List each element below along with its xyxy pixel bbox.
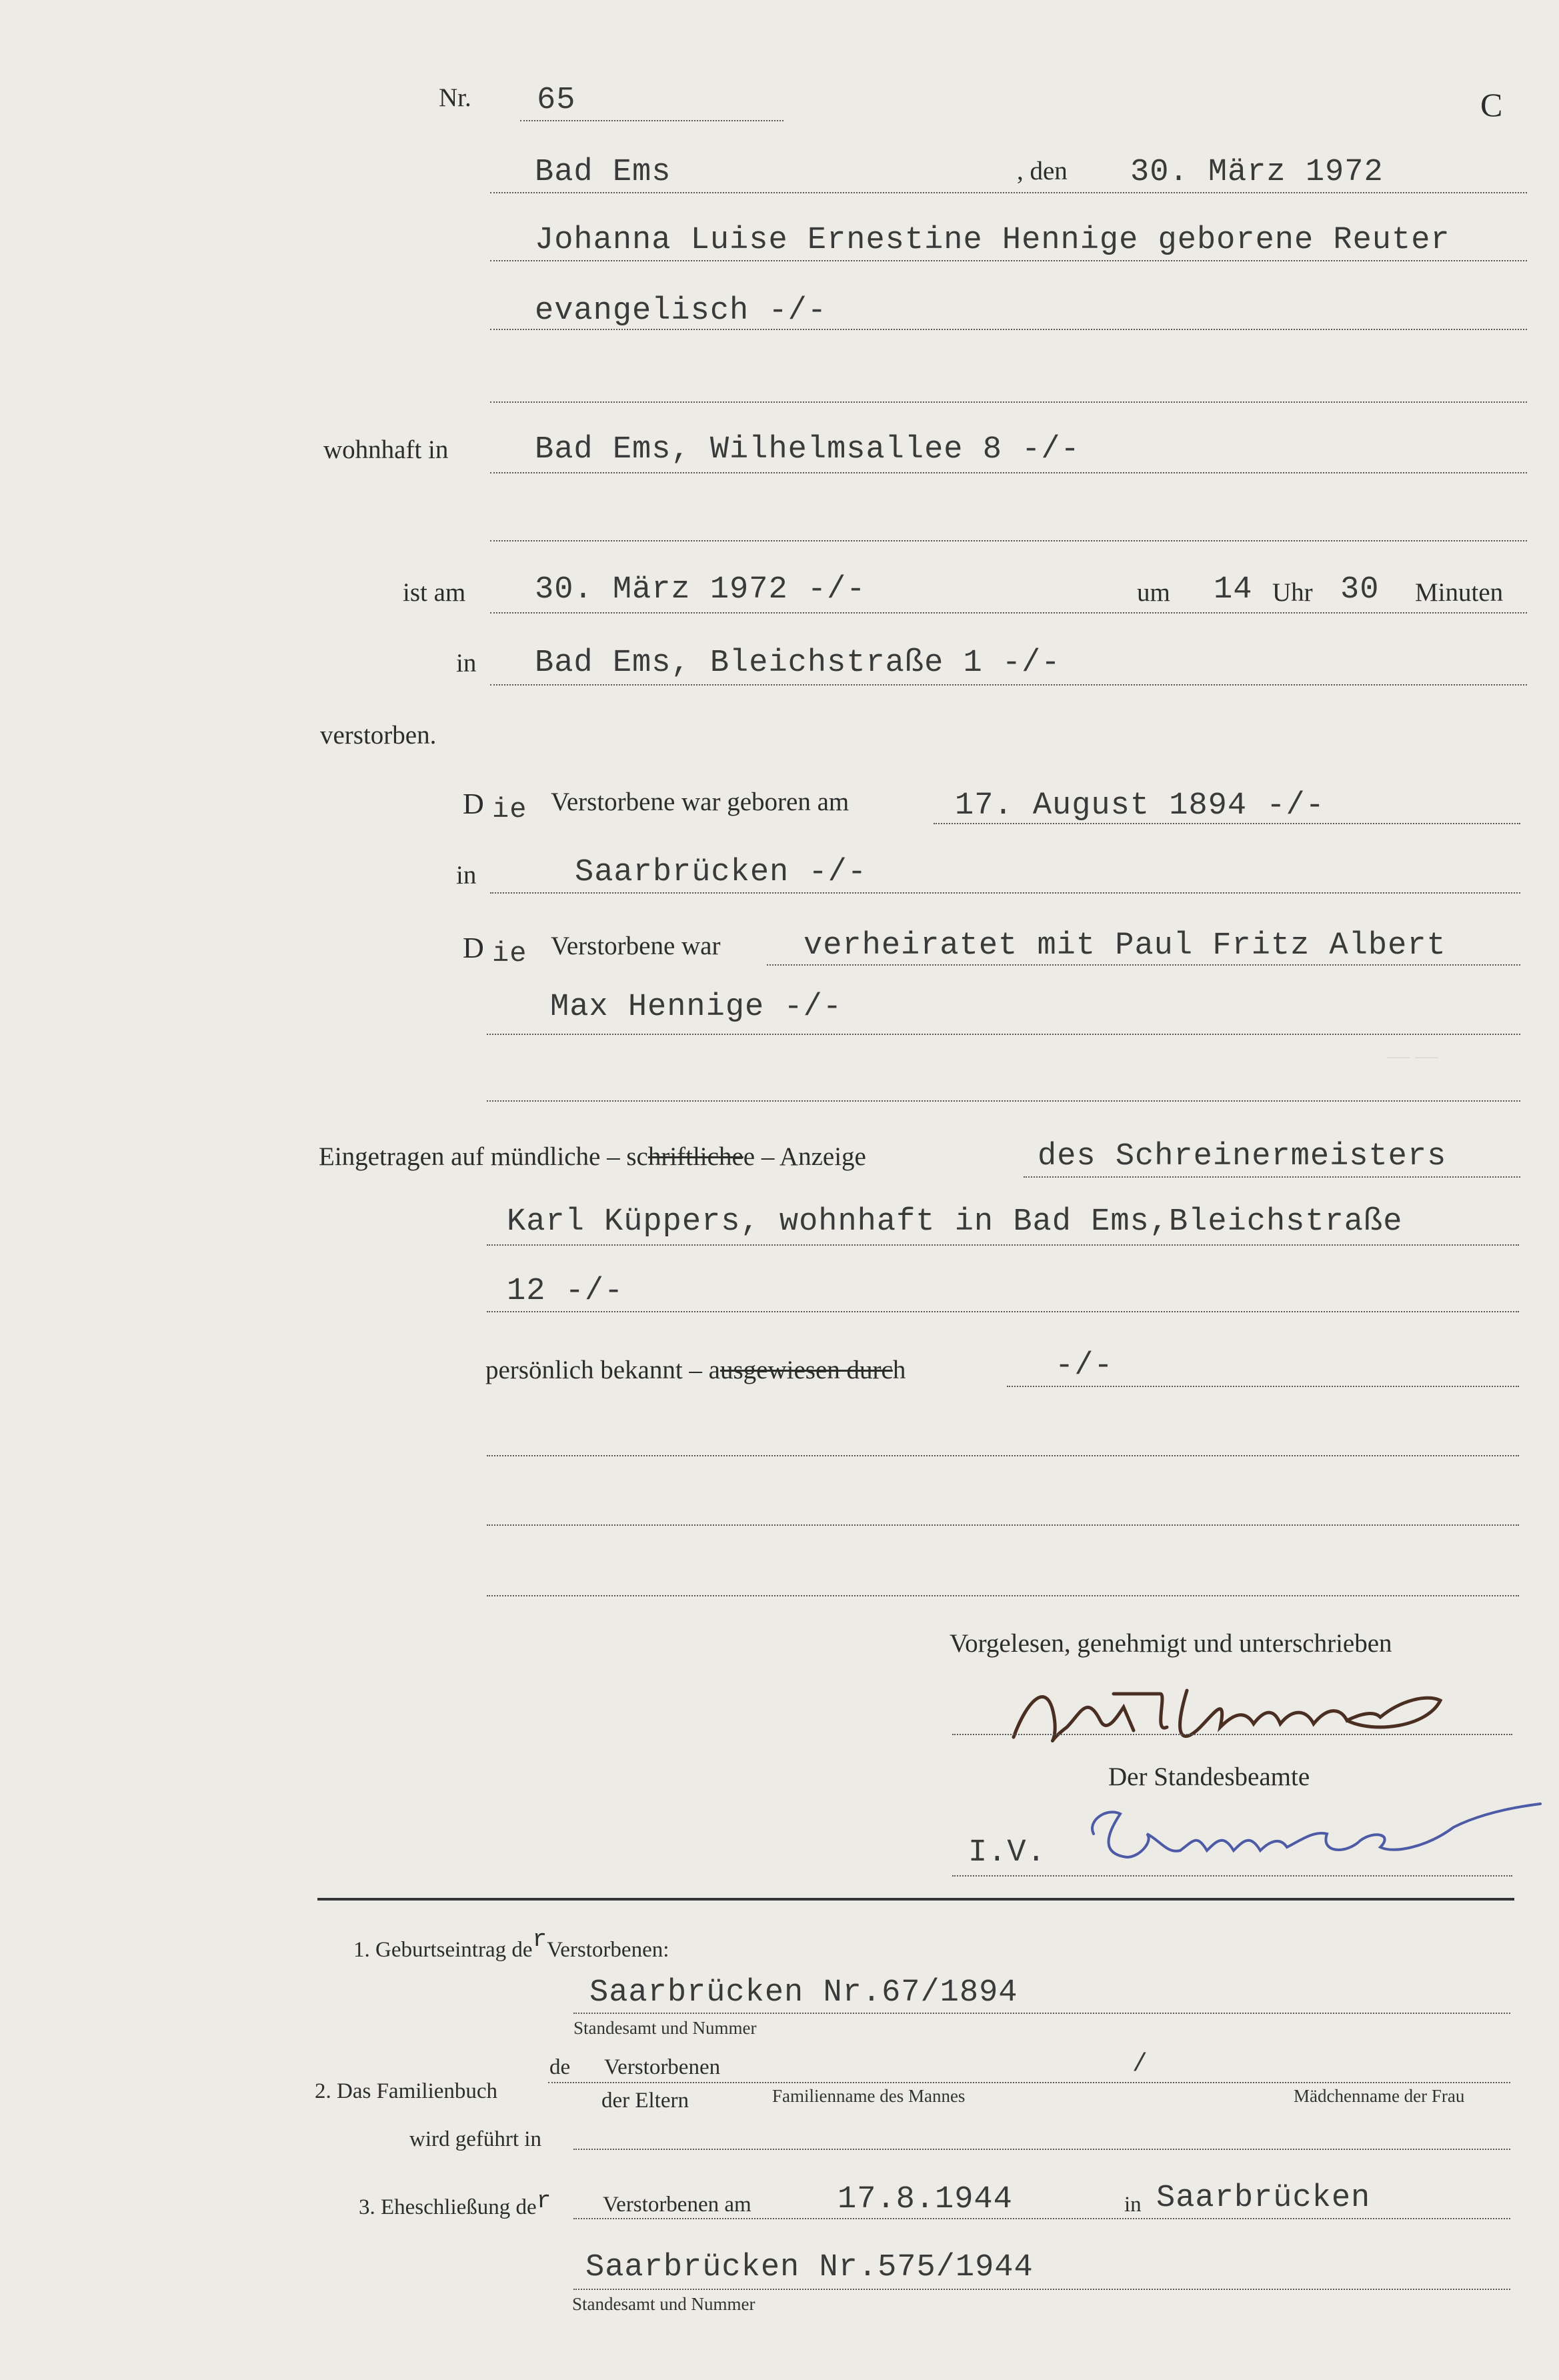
marriage-d-suffix: ie [492,938,527,970]
religion: evangelisch -/- [535,293,828,329]
footer-item-2-verstorbenen: Verstorbenen [604,2055,721,2079]
residence-line [490,472,1527,473]
marriage-d-prefix: D [463,932,484,964]
footer-item-3-label-a: 3. Eheschließung de [359,2195,537,2219]
form-letter: C [1480,86,1503,123]
residence-label: wohnhaft in [323,435,449,464]
ist-am-label: ist am [403,578,466,607]
footer-item-3-label-b: Verstorbenen am [603,2193,751,2217]
place: Bad Ems [535,155,671,190]
registration-label-end: e – Anzeige [743,1142,866,1171]
identity-value: -/- [1055,1348,1114,1384]
registration-line-2: Karl Küppers, wohnhaft in Bad Ems,Bleichstraße [507,1204,1403,1240]
blank-line-2 [490,540,1527,541]
blank-line-5 [487,1524,1519,1526]
footer-item-2-caption-man: Familienname des Mannes [772,2086,966,2106]
registration-line-3-rule [487,1311,1519,1312]
registration-line-1: des Schreinermeisters [1038,1139,1447,1174]
place-date-line [490,192,1527,193]
informant-signature [1000,1654,1480,1760]
identity-label [485,1355,906,1385]
registration-line-1-rule [1024,1176,1520,1178]
footer-item-2-slash: / [1132,2050,1148,2079]
death-place: Bad Ems, Bleichstraße 1 -/- [535,646,1061,681]
death-in-label: in [456,649,477,678]
registration-label [319,1142,866,1172]
footer-item-3-value-line [573,2289,1510,2290]
marriage-line-2-rule [487,1034,1520,1035]
identity-label-end: h [892,1356,906,1384]
footer-divider [317,1898,1514,1901]
footer-item-1-value: Saarbrücken Nr.67/1894 [589,1975,1018,2011]
identity-line [1007,1386,1519,1387]
death-hour: 14 [1214,572,1253,608]
death-date: 30. März 1972 -/- [535,572,866,608]
registrar-signature-line [952,1875,1512,1877]
birth-place: Saarbrücken -/- [575,855,868,890]
deceased-name: Johanna Luise Ernestine Hennige geborene Reuter [535,223,1450,258]
footer-item-1-label [353,1926,669,1964]
footer-item-1-caption: Standesamt und Nummer [573,2018,757,2038]
birth-in-label: in [456,861,477,890]
footer-item-3-label [359,2187,551,2221]
footer-item-2-de: de [549,2055,571,2079]
name-line [490,260,1527,261]
footer-item-2-line [548,2082,1510,2083]
footer-item-1-label-a: 1. Geburtseintrag de [353,1938,533,1962]
verstorben-label: verstorben. [320,721,437,750]
birth-date: 17. August 1894 -/- [955,788,1325,824]
show-through-text: — — [1387,1044,1438,1068]
footer-item-1-r: r [532,1926,547,1953]
registration-label-start: Eingetragen auf mündliche – sc [319,1142,648,1171]
blank-line-4 [487,1455,1519,1456]
read-approved-text: Vorgelesen, genehmigt und unterschrieben [950,1629,1392,1658]
identity-label-struck: usgewiesen durc [719,1356,893,1384]
registrar-label: Der Standesbeamte [1108,1762,1310,1791]
death-minutes: 30 [1340,572,1380,608]
marriage-line-2: Max Hennige -/- [550,990,843,1025]
den-label: , den [1017,157,1068,185]
informant-signature-line [952,1734,1512,1735]
nr-line [520,120,784,121]
blank-line-3 [487,1100,1520,1102]
footer-item-3-caption: Standesamt und Nummer [572,2294,755,2314]
footer-item-1-line [573,2013,1510,2014]
footer-item-2-wird: wird geführt in [409,2127,541,2151]
religion-line [490,329,1527,330]
footer-item-2-eltern: der Eltern [601,2089,689,2113]
death-place-line [490,684,1527,686]
footer-item-3-in: in [1124,2193,1142,2217]
marriage-line-1-rule [767,964,1520,966]
registrar-signature [1080,1794,1547,1881]
nr-label: Nr. [439,83,471,112]
nr-value: 65 [537,83,576,118]
entry-date: 30. März 1972 [1130,155,1384,190]
identity-label-start: persönlich bekannt – a [485,1356,720,1384]
footer-item-1-label-b: Verstorbenen: [547,1938,669,1962]
um-label: um [1137,578,1170,607]
registration-line-2-rule [487,1244,1519,1246]
death-date-line [490,612,1527,614]
minuten-label: Minuten [1415,578,1504,607]
footer-item-2-caption-woman: Mädchenname der Frau [1294,2086,1465,2106]
footer-item-3-r: r [536,2187,551,2215]
residence-value: Bad Ems, Wilhelmsallee 8 -/- [535,432,1080,467]
footer-item-2-label: 2. Das Familienbuch [315,2079,498,2103]
uhr-label: Uhr [1272,578,1313,607]
birth-d-suffix: ie [492,794,527,826]
marriage-line-1: verheiratet mit Paul Fritz Albert [804,928,1446,964]
footer-item-2-wird-line [573,2149,1510,2150]
blank-line-6 [487,1595,1519,1596]
footer-item-3-place: Saarbrücken [1156,2181,1371,2216]
birth-date-line [934,823,1520,824]
marriage-label: Verstorbene war [551,932,721,960]
footer-item-3-value: Saarbrücken Nr.575/1944 [585,2250,1034,2285]
footer-item-3-date: 17.8.1944 [838,2182,1013,2217]
birth-d-prefix: D [463,788,484,820]
birth-label: Verstorbene war geboren am [551,788,850,816]
iv-label: I.V. [968,1835,1046,1871]
registration-label-struck: hriftliche [647,1142,743,1171]
footer-item-3-line [573,2218,1510,2219]
birth-place-line [490,892,1520,894]
registration-line-3: 12 -/- [507,1274,624,1309]
blank-line-1 [490,401,1527,403]
